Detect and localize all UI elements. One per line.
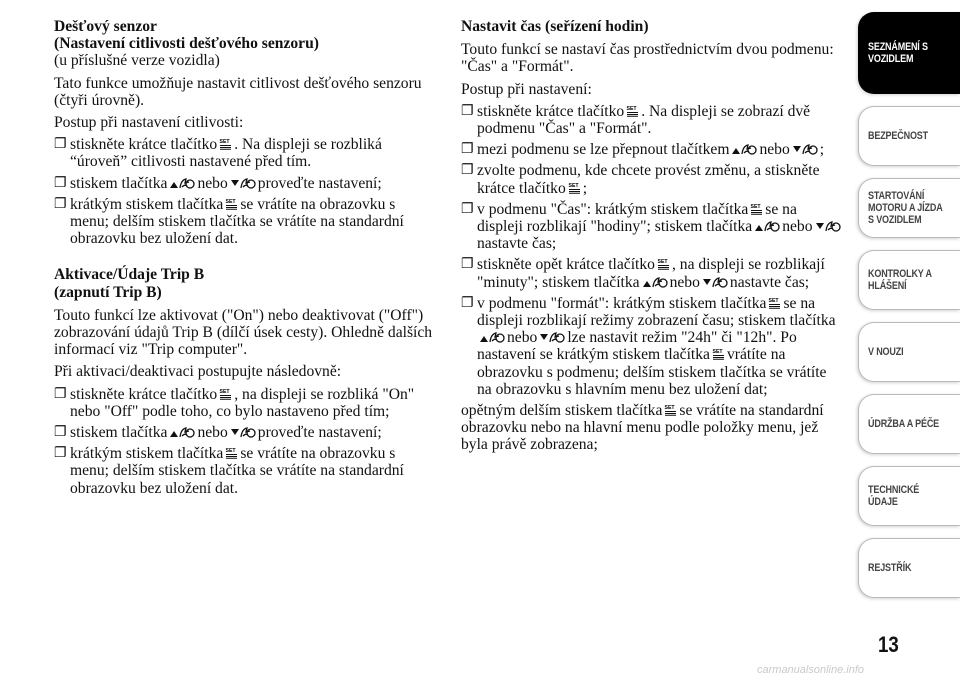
tab-kontrolky[interactable]: KONTROLKY A HLÁŠENÍ bbox=[858, 250, 960, 310]
list-item: ❐ stiskněte krátce tlačítko SET , na displeji se rozbliká "On" nebo "Off" podle toho, co bylo nastaveno před tím; bbox=[54, 385, 415, 420]
set-button-icon bbox=[626, 105, 639, 117]
up-button-icon bbox=[754, 220, 780, 232]
set-button-icon bbox=[219, 388, 232, 400]
svg-text:SET: SET bbox=[219, 388, 230, 395]
svg-text:SET: SET bbox=[225, 448, 236, 455]
list-item: ❐ stiskněte krátce tlačítko SET . Na displeji se rozbliká “úroveň” citlivosti nastavené před tím. bbox=[54, 136, 382, 171]
tab-rejstrik[interactable]: REJSTŘÍK bbox=[858, 538, 960, 598]
section-subtitle: (zapnutí Trip B) bbox=[54, 283, 162, 301]
svg-text:SET: SET bbox=[750, 203, 761, 210]
list-item: ❐ v podmenu "formát": krátkým stiskem tlačítka SET se na displeji rozblikají režimy zobrazení času; stiskem tlačítkanebo lze nastavit režim "24h" či "12h". Po nastavení se krátkým stiskem tlačítka SET vrátíte na obrazovku s podmenu; delším stiskem tlačítka se vrátíte na obrazovku s hlavním menu bez uložení dat; bbox=[461, 294, 836, 398]
down-button-icon bbox=[230, 426, 256, 438]
paragraph: Touto funkcí se nastaví čas prostřednictvím dvou podmenu: "Čas" a "Formát". bbox=[461, 41, 834, 76]
tab-technicke-udaje[interactable]: TECHNICKÉ ÚDAJE bbox=[858, 466, 960, 526]
list-item: ❐ stiskněte opět krátce tlačítko SET , na displeji se rozblikají "minuty"; stiskem tlačítka nebo nastavte čas; bbox=[461, 256, 825, 291]
set-button-icon bbox=[657, 258, 670, 270]
checkbox-bullet-icon: ❐ bbox=[461, 295, 474, 311]
paragraph: opětným delším stiskem tlačítka SET se vrátíte na standardní obrazovku nebo na hlavní menu podle položky menu, jež byla právě zobrazena; bbox=[461, 402, 824, 454]
tab-v-nouzi[interactable]: V NOUZI bbox=[858, 322, 960, 382]
svg-text:SET: SET bbox=[657, 259, 668, 266]
watermark: carmanualsonline.info bbox=[757, 664, 865, 676]
svg-text:SET: SET bbox=[568, 182, 579, 189]
svg-text:SET: SET bbox=[664, 405, 675, 412]
right-column bbox=[461, 18, 845, 459]
section-title: Aktivace/Údaje Trip B bbox=[54, 266, 205, 284]
list-item: ❐ stiskem tlačítka nebo proveďte nastavení; bbox=[54, 424, 382, 442]
list-item: ❐ krátkým stiskem tlačítka SET se vrátíte na obrazovku s menu; delším stiskem tlačítka se vrátíte na standardní obrazovku bez uložení dat. bbox=[54, 445, 404, 497]
down-button-icon bbox=[539, 331, 565, 343]
down-button-icon bbox=[230, 177, 256, 189]
version-note: (u příslušné verze vozidla) bbox=[54, 52, 220, 70]
set-button-icon bbox=[225, 198, 238, 210]
tab-startovani[interactable]: STARTOVÁNÍ MOTORU A JÍZDA S VOZIDLEM bbox=[858, 178, 960, 238]
list-item: ❐ stiskem tlačítka nebo proveďte nastavení; bbox=[54, 174, 382, 192]
set-button-icon bbox=[664, 404, 677, 416]
page-number: 13 bbox=[878, 632, 899, 657]
set-button-icon bbox=[712, 348, 725, 360]
svg-text:SET: SET bbox=[219, 139, 230, 146]
down-button-icon bbox=[792, 143, 818, 155]
paragraph: Touto funkcí lze aktivovat ("On") nebo deaktivovat ("Off") zobrazování údajů Trip B (dílčí úsek cesty). Ohledně dalších informací viz "Trip computer". bbox=[54, 306, 433, 359]
checkbox-bullet-icon: ❐ bbox=[54, 386, 67, 402]
up-button-icon bbox=[169, 426, 195, 438]
up-button-icon bbox=[169, 177, 195, 189]
paragraph: Postup při nastavení citlivosti: bbox=[54, 114, 244, 132]
paragraph: Postup při nastavení: bbox=[461, 80, 592, 98]
checkbox-bullet-icon: ❐ bbox=[461, 142, 474, 158]
list-item: ❐ stiskněte krátce tlačítko SET . Na displeji se zobrazí dvě podmenu "Čas" a "Formát". bbox=[461, 102, 811, 138]
chapter-tabs bbox=[858, 20, 960, 610]
section-subtitle: (Nastavení citlivosti dešťového senzoru) bbox=[54, 35, 319, 53]
checkbox-bullet-icon: ❐ bbox=[54, 196, 67, 212]
up-button-icon bbox=[642, 276, 668, 288]
tab-udrzba[interactable]: ÚDRŽBA A PÉČE bbox=[858, 394, 960, 454]
checkbox-bullet-icon: ❐ bbox=[54, 425, 67, 441]
checkbox-bullet-icon: ❐ bbox=[461, 201, 474, 217]
checkbox-bullet-icon: ❐ bbox=[461, 163, 474, 179]
checkbox-bullet-icon: ❐ bbox=[461, 103, 474, 119]
up-button-icon bbox=[731, 143, 757, 155]
list-item: ❐ zvolte podmenu, kde chcete provést změnu, a stiskněte krátce tlačítko SET ; bbox=[461, 162, 820, 197]
tab-bezpecnost[interactable]: BEZPEČNOST bbox=[858, 106, 960, 166]
list-item: ❐ v podmenu "Čas": krátkým stiskem tlačítka SET se na displeji rozblikají "hodiny"; stiskem tlačítka nebonastavte čas; bbox=[461, 201, 845, 253]
section-title: Nastavit čas (seřízení hodin) bbox=[461, 18, 649, 35]
list-item: ❐ krátkým stiskem tlačítka SET se vrátíte na obrazovku s menu; delším stiskem tlačítka se vrátíte na standardní obrazovku bez uložení dat. bbox=[54, 195, 404, 248]
paragraph: Při aktivaci/deaktivaci postupujte následovně: bbox=[54, 363, 342, 381]
svg-text:SET: SET bbox=[225, 198, 236, 205]
set-button-icon bbox=[768, 297, 781, 309]
set-button-icon bbox=[219, 138, 232, 150]
set-button-icon bbox=[225, 447, 238, 459]
up-button-icon bbox=[479, 331, 505, 343]
down-button-icon bbox=[702, 276, 728, 288]
checkbox-bullet-icon: ❐ bbox=[54, 137, 67, 153]
svg-text:SET: SET bbox=[768, 297, 780, 304]
tab-seznameni-s-vozidlem[interactable]: SEZNÁMENÍ S VOZIDLEM bbox=[858, 12, 960, 94]
paragraph: Tato funkce umožňuje nastavit citlivost dešťového senzoru (čtyři úrovně). bbox=[54, 74, 422, 109]
set-button-icon bbox=[750, 203, 763, 215]
left-column bbox=[54, 18, 438, 501]
svg-text:SET: SET bbox=[626, 105, 637, 112]
down-button-icon bbox=[815, 220, 841, 232]
section-title: Dešťový senzor bbox=[54, 18, 157, 35]
list-item: ❐ mezi podmenu se lze přepnout tlačítkem nebo ; bbox=[461, 141, 825, 159]
checkbox-bullet-icon: ❐ bbox=[54, 446, 67, 462]
set-button-icon bbox=[568, 182, 581, 194]
checkbox-bullet-icon: ❐ bbox=[54, 175, 67, 191]
checkbox-bullet-icon: ❐ bbox=[461, 257, 474, 273]
svg-text:SET: SET bbox=[712, 349, 723, 356]
